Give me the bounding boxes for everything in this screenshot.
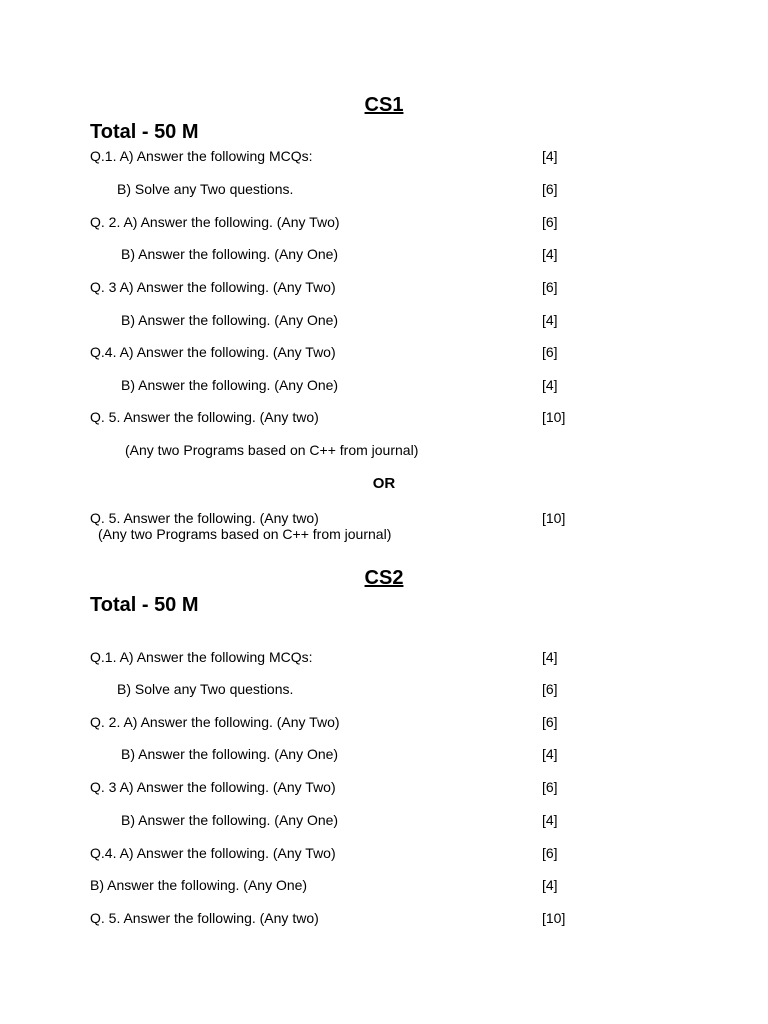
total-marks-cs2: Total - 50 M: [90, 594, 199, 616]
question-row: [0, 343, 768, 361]
marks: [6]: [542, 779, 558, 795]
program-note: (Any two Programs based on C++ from journal): [125, 442, 419, 458]
question-row: [0, 811, 768, 829]
marks: [4]: [542, 377, 558, 393]
question-text: Q. 5. Answer the following. (Any two): [90, 510, 319, 526]
marks: [4]: [542, 877, 558, 893]
marks: [6]: [542, 181, 558, 197]
marks: [4]: [542, 746, 558, 762]
marks: [4]: [542, 148, 558, 164]
program-note: (Any two Programs based on C++ from journal): [98, 526, 392, 542]
question-row: [0, 376, 768, 394]
question-row: [0, 876, 768, 894]
marks: [6]: [542, 681, 558, 697]
question-row: [0, 278, 768, 296]
marks: [10]: [542, 510, 566, 526]
question-text: Q. 5. Answer the following. (Any two): [90, 910, 319, 926]
question-row: [0, 509, 768, 527]
total-marks-cs1: Total - 50 M: [90, 121, 199, 143]
or-separator: OR: [372, 475, 396, 492]
marks: [6]: [542, 344, 558, 360]
question-text: B) Answer the following. (Any One): [121, 312, 339, 328]
marks: [4]: [542, 246, 558, 262]
question-text: B) Answer the following. (Any One): [121, 377, 339, 393]
question-row: [0, 213, 768, 231]
section-title-cs2: CS2: [364, 567, 404, 589]
question-row: [0, 408, 768, 426]
section-title-cs1: CS1: [364, 94, 404, 116]
question-text: Q.4. A) Answer the following. (Any Two): [90, 845, 336, 861]
marks: [4]: [542, 312, 558, 328]
question-row: [0, 909, 768, 927]
marks: [6]: [542, 279, 558, 295]
question-text: B) Answer the following. (Any One): [121, 746, 339, 762]
question-text: Q. 2. A) Answer the following. (Any Two): [90, 714, 340, 730]
question-row: [0, 311, 768, 329]
question-text: Q. 3 A) Answer the following. (Any Two): [90, 779, 336, 795]
marks: [6]: [542, 845, 558, 861]
question-text: B) Answer the following. (Any One): [121, 812, 339, 828]
question-text: B) Solve any Two questions.: [117, 681, 294, 697]
question-text: Q. 2. A) Answer the following. (Any Two): [90, 214, 340, 230]
question-row: [0, 844, 768, 862]
question-text: B) Solve any Two questions.: [117, 181, 294, 197]
question-text: B) Answer the following. (Any One): [121, 246, 339, 262]
question-row: [0, 745, 768, 763]
question-text: Q.1. A) Answer the following MCQs:: [90, 649, 313, 665]
marks: [6]: [542, 714, 558, 730]
marks: [6]: [542, 214, 558, 230]
marks: [4]: [542, 649, 558, 665]
question-row: [0, 680, 768, 698]
question-row: [0, 147, 768, 165]
question-text: B) Answer the following. (Any One): [90, 877, 308, 893]
question-row: [0, 180, 768, 198]
question-row: [0, 245, 768, 263]
question-text: Q.1. A) Answer the following MCQs:: [90, 148, 313, 164]
question-row: [0, 713, 768, 731]
question-text: Q. 5. Answer the following. (Any two): [90, 409, 319, 425]
marks: [10]: [542, 910, 566, 926]
question-row: [0, 778, 768, 796]
marks: [4]: [542, 812, 558, 828]
marks: [10]: [542, 409, 566, 425]
question-text: Q. 3 A) Answer the following. (Any Two): [90, 279, 336, 295]
question-row: [0, 648, 768, 666]
question-text: Q.4. A) Answer the following. (Any Two): [90, 344, 336, 360]
